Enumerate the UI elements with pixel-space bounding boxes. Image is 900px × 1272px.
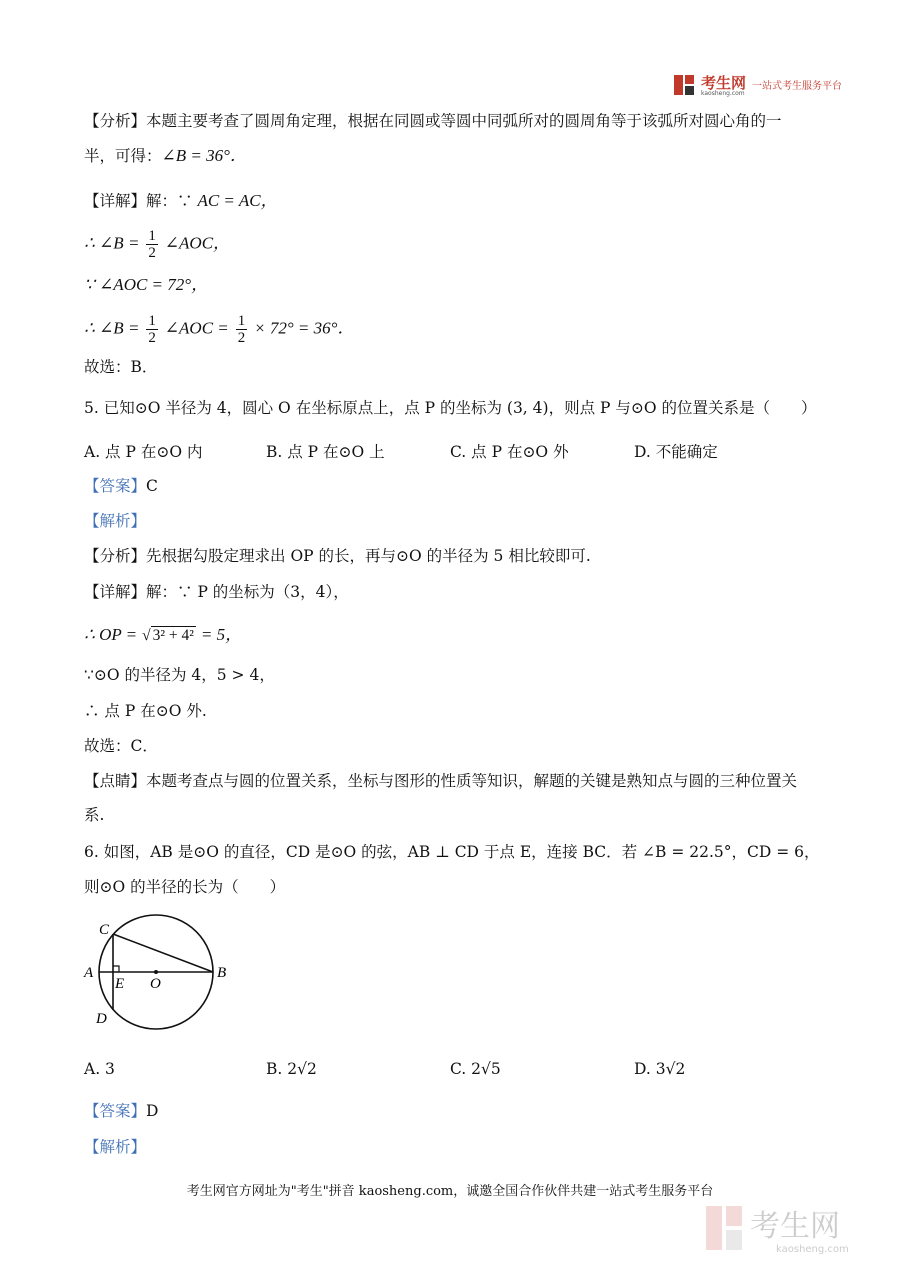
q5-detail4: ∴ 点 P 在⊙O 外. — [84, 702, 207, 720]
analysis-text2: 半，可得： — [84, 147, 162, 165]
q5-dianjing2: 系. — [84, 806, 105, 824]
q5-answer — [84, 475, 158, 497]
detail-label: 【详解】 — [84, 192, 147, 210]
detail-l4-mid: ∠AOC = — [164, 318, 229, 338]
fraction-half — [236, 313, 248, 346]
q4-analysis-line2 — [84, 145, 247, 167]
logo-sub: kaosheng.com — [700, 90, 745, 97]
frac-den: 2 — [237, 330, 246, 346]
frac-num: 1 — [148, 228, 156, 244]
label-d: D — [96, 1011, 107, 1027]
q5-option-d[interactable]: D. 不能确定 — [634, 443, 718, 461]
analysis-label: 【分析】 — [84, 112, 147, 130]
header-logo[interactable] — [673, 72, 842, 97]
answer-value: D — [146, 1102, 159, 1120]
q4-detail-line1 — [84, 190, 278, 212]
label-c: C — [99, 922, 110, 938]
dianjing-text: 本题考查点与圆的位置关系，坐标与图形的性质等知识，解题的关键是熟知点与圆的三种位置关 — [146, 772, 798, 790]
q6-stem1: 6. 如图，AB 是⊙O 的直径，CD 是⊙O 的弦，AB ⊥ CD 于点 E，连接 BC．若 ∠B = 22.5°，CD = 6， — [84, 843, 820, 861]
q5-detail2 — [84, 624, 242, 647]
q5-dianjing1 — [84, 770, 797, 792]
q5-detail3: ∵⊙O 的半径为 4，5 > 4， — [84, 666, 275, 684]
q5-detail1 — [84, 581, 349, 603]
dianjing-label: 【点睛】 — [84, 772, 147, 790]
fraction-half — [146, 313, 158, 346]
q4-detail-line2 — [84, 228, 230, 261]
watermark-sub: kaosheng.com — [776, 1244, 849, 1255]
analysis-result: ∠B = 36°． — [161, 146, 247, 165]
q5-analysis — [84, 545, 591, 567]
detail-label: 【详解】 — [84, 583, 147, 601]
q6-option-a[interactable]: A. 3 — [84, 1060, 115, 1078]
q5-choice: 故选：C． — [84, 737, 158, 755]
detail-l4-suffix: × 72° = 36°． — [254, 318, 355, 338]
q4-detail-line3 — [84, 274, 208, 296]
answer-label: 【答案】 — [84, 477, 147, 495]
q4-detail-line4 — [84, 313, 354, 346]
detail-l2-prefix: ∴ ∠B = — [84, 233, 140, 253]
q6-option-b[interactable]: B. 2√2 — [266, 1060, 317, 1078]
q6-answer — [84, 1100, 158, 1122]
detail2-suffix: = 5， — [200, 625, 243, 644]
detail2-prefix: ∴ OP = — [84, 625, 138, 644]
q6-option-d[interactable]: D. 3√2 — [634, 1060, 686, 1078]
kaosheng-watermark — [704, 1202, 874, 1256]
q4-choice: 故选：B． — [84, 358, 158, 376]
watermark-text: 考生网 — [750, 1209, 840, 1244]
right-angle-mark — [113, 966, 119, 972]
segment-bc — [113, 934, 213, 972]
detail-l4-prefix: ∴ ∠B = — [84, 318, 140, 338]
q4-analysis-line1 — [84, 110, 782, 132]
answer-value: C — [146, 477, 158, 495]
q5-option-a[interactable]: A. 点 P 在⊙O 内 — [84, 443, 203, 461]
analysis-text: 本题主要考查了圆周角定理，根据在同圆或等圆中同弧所对的圆周角等于该弧所对圆心角的一 — [146, 112, 782, 130]
label-e: E — [115, 976, 125, 992]
label-b: B — [217, 965, 227, 981]
detail-text: 解：∵ P 的坐标为（3，4）， — [146, 583, 349, 601]
answer-label: 【答案】 — [84, 1102, 147, 1120]
q5-option-c[interactable]: C. 点 P 在⊙O 外 — [450, 443, 569, 461]
frac-den: 2 — [148, 330, 156, 346]
detail-l2-suffix: ∠AOC， — [164, 233, 231, 253]
q5-jiexi-label: 【解析】 — [84, 512, 147, 530]
sqrt-expression: √ 3² + 4² — [142, 627, 194, 644]
q6-stem2: 则⊙O 的半径的长为（ ） — [84, 878, 286, 896]
footer-text[interactable]: 考生网官方网址为"考生"拼音 kaosheng.com，诚邀全国合作伙伴共建一站式考生服务平台 — [186, 1184, 714, 1199]
fraction-half — [146, 228, 158, 261]
analysis-text: 先根据勾股定理求出 OP 的长，再与⊙O 的半径为 5 相比较即可. — [146, 547, 591, 565]
frac-num: 1 — [148, 313, 156, 329]
label-a: A — [84, 965, 94, 981]
sqrt-radicand: 3² + 4² — [152, 627, 194, 644]
logo-slogan: 一站式考生服务平台 — [752, 81, 842, 92]
kaosheng-logo-icon — [673, 74, 695, 96]
q6-circle-figure — [80, 910, 240, 1035]
detail-l3: ∵ ∠AOC = 72°， — [84, 275, 209, 294]
q6-jiexi-label: 【解析】 — [84, 1138, 147, 1156]
center-point — [154, 970, 158, 974]
detail-intro: 解：∵ — [146, 192, 198, 210]
logo-text: 考生网 — [700, 74, 746, 92]
detail-arc-eq: AC = AC， — [197, 191, 278, 210]
frac-num: 1 — [237, 313, 246, 329]
q5-option-b[interactable]: B. 点 P 在⊙O 上 — [266, 443, 385, 461]
q6-option-c[interactable]: C. 2√5 — [450, 1060, 501, 1078]
label-o: O — [150, 976, 161, 992]
q5-stem: 5. 已知⊙O 半径为 4，圆心 O 在坐标原点上，点 P 的坐标为 (3, 4)，则点 P 与⊙O 的位置关系是（ ） — [84, 399, 817, 417]
analysis-label: 【分析】 — [84, 547, 147, 565]
frac-den: 2 — [148, 245, 156, 261]
